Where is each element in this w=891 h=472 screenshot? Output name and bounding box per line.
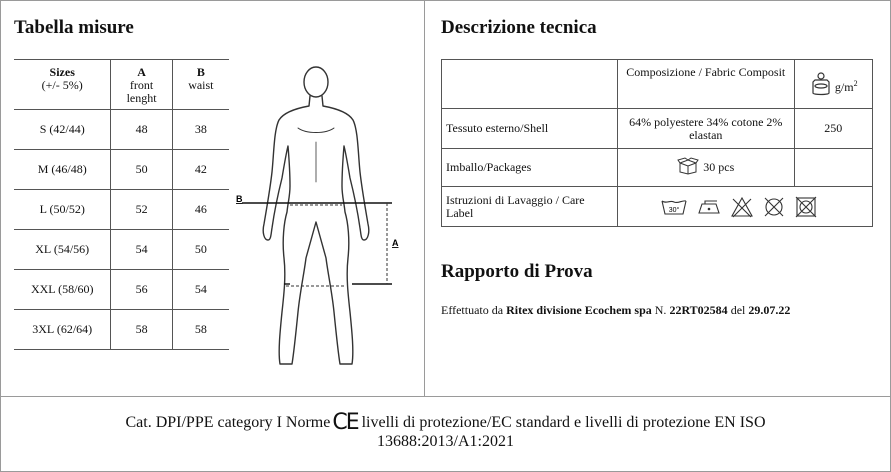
- size-table-header: [14, 60, 229, 110]
- report-title: Rapporto di Prova: [441, 261, 593, 282]
- size-table: [14, 59, 229, 350]
- vertical-divider: [424, 0, 425, 396]
- footer-certification: Cat. DPI/PPE category I NormeCE livelli di protezione/EC standard e livelli di protezione EN ISO 13688:2013/A1:2021: [125, 410, 766, 450]
- no-tumble-dry-icon: [794, 196, 818, 218]
- composition-header-row: Composizione / Fabric Composit $g/m^2$: [442, 60, 873, 109]
- size-chart-title: Tabella misure: [14, 17, 134, 38]
- packages-row: [442, 149, 873, 187]
- report-line: Effettuato da Ritex divisione Ecochem spa N. 22RT02584 del 29.07.22: [441, 303, 791, 317]
- shell-weight: 250: [794, 109, 872, 149]
- box-icon: [677, 157, 699, 175]
- label-b: B: [236, 194, 243, 204]
- label-a: A: [392, 238, 399, 248]
- horizontal-divider: [0, 396, 891, 397]
- shell-composition: 64% polyestere 34% cotone 2% elastan: [618, 109, 794, 149]
- care-label: Istruzioni di Lavaggio / Care Label: [442, 187, 618, 227]
- care-row: [442, 187, 873, 227]
- col-a-header: A front lenght: [111, 60, 172, 110]
- table-row: 3XL (62/64) 58 58: [14, 310, 229, 350]
- table-row: XL (54/56) 54 50: [14, 230, 229, 270]
- shell-label: Tessuto esterno/Shell: [442, 109, 618, 149]
- shell-row: [442, 109, 873, 149]
- no-bleach-icon: [730, 196, 754, 218]
- table-row: S (42/44) 48 38: [14, 110, 229, 150]
- sizes-header: Sizes (+/- 5%): [14, 60, 111, 110]
- body-figure: [232, 62, 402, 372]
- ce-mark: CE: [332, 410, 358, 435]
- packages-label: Imballo/Packages: [442, 149, 618, 187]
- svg-text:30°: 30°: [668, 206, 680, 214]
- technical-title: Descrizione tecnica: [441, 17, 597, 38]
- table-row: XXL (58/60) 56 54: [14, 270, 229, 310]
- composition-header: Composizione / Fabric Composit: [618, 60, 794, 109]
- weight-icon: [809, 71, 833, 97]
- no-dry-clean-icon: [762, 196, 786, 218]
- table-row: M (46/48) 50 42: [14, 150, 229, 190]
- iron-low-icon: [696, 198, 722, 216]
- technical-table: [441, 59, 873, 227]
- col-b-header: B waist: [172, 60, 229, 110]
- table-row: L (50/52) 52 46: [14, 190, 229, 230]
- packages-value: 30 pcs: [703, 159, 735, 174]
- wash-30-icon: [660, 197, 688, 217]
